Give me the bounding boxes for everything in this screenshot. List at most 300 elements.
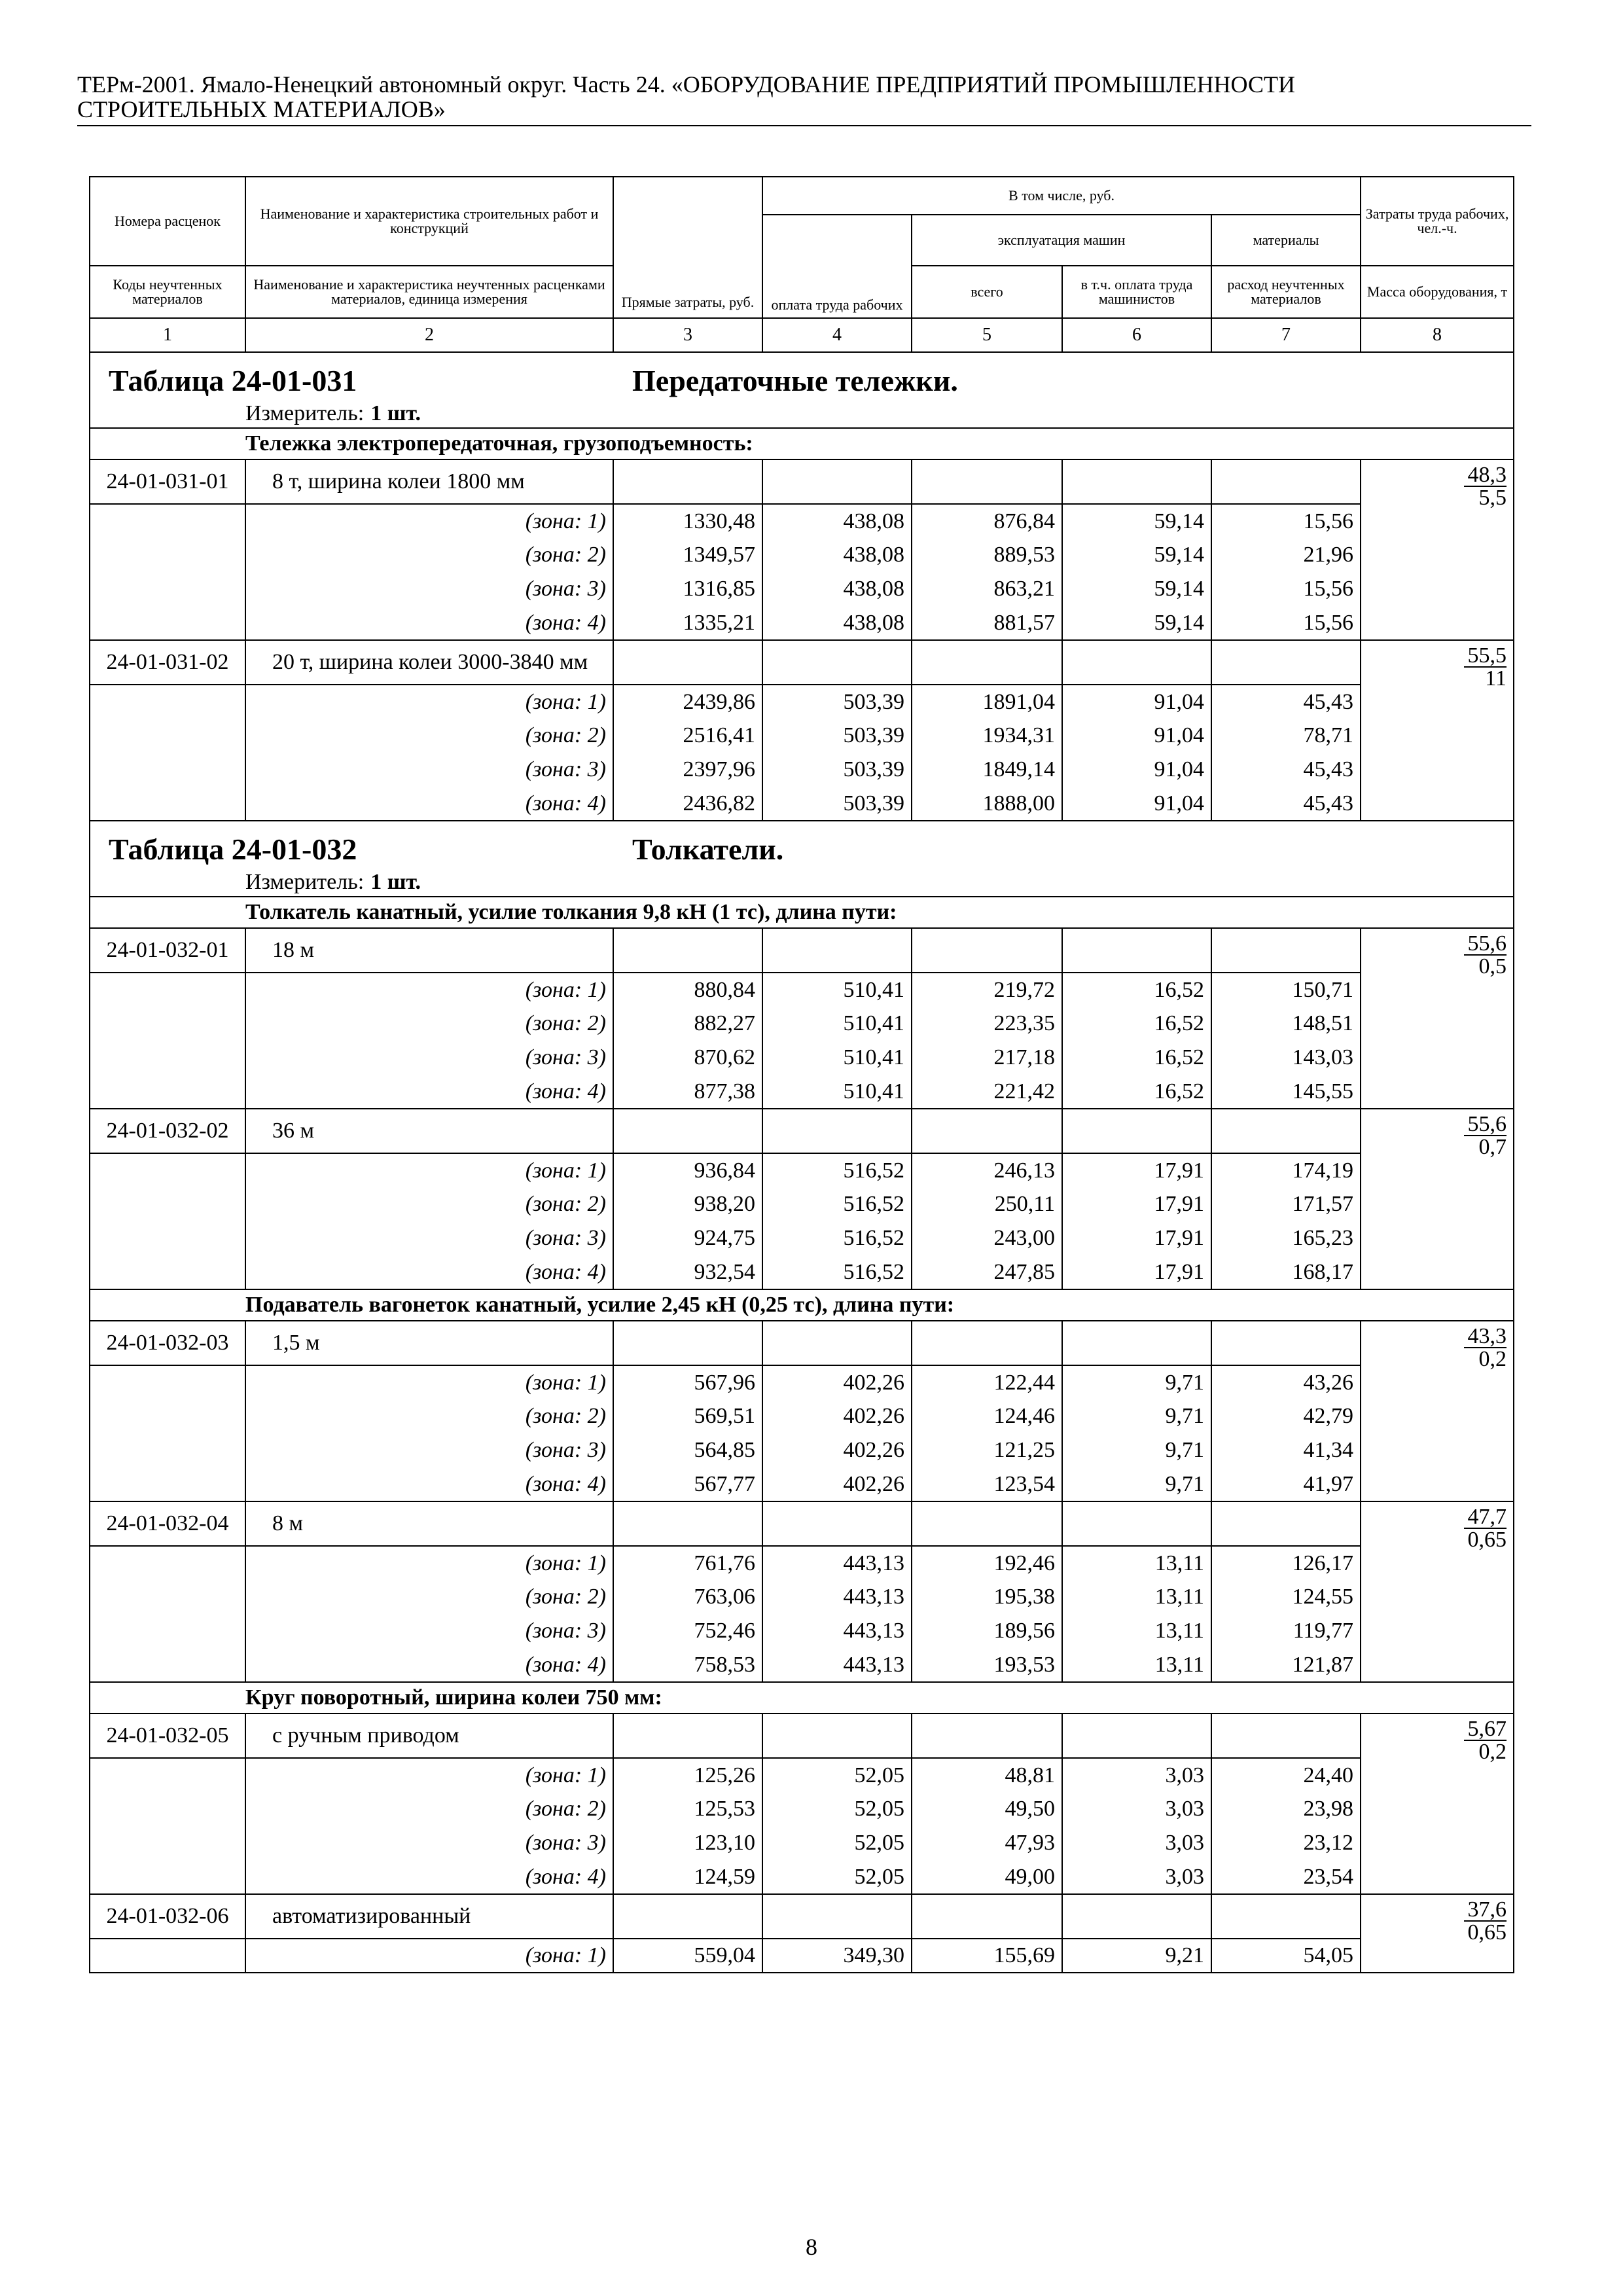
zone-row — [90, 1007, 1514, 1041]
empty-cell — [90, 1433, 245, 1467]
group-heading: Тележка электропередаточная, грузоподъемность: — [90, 428, 1514, 459]
empty-cell — [1211, 1713, 1361, 1758]
worker-wage: 438,08 — [762, 504, 912, 538]
zone-row — [90, 1758, 1514, 1792]
machinist-wage: 17,91 — [1062, 1153, 1211, 1187]
machine-cost: 1891,04 — [912, 685, 1062, 719]
machine-cost: 247,85 — [912, 1255, 1062, 1289]
zone-label: (зона: 4) — [245, 1648, 613, 1682]
zone-label: (зона: 1) — [245, 973, 613, 1007]
machinist-wage: 3,03 — [1062, 1860, 1211, 1894]
labor-mass-fraction — [1361, 640, 1514, 821]
empty-cell — [1062, 928, 1211, 973]
empty-cell — [762, 1713, 912, 1758]
empty-cell — [912, 928, 1062, 973]
labor-mass-fraction — [1361, 1109, 1514, 1289]
labor-mass-fraction — [1361, 459, 1514, 640]
empty-cell — [90, 538, 245, 572]
empty-cell — [90, 1255, 245, 1289]
machinist-wage: 16,52 — [1062, 1007, 1211, 1041]
direct-cost: 1330,48 — [613, 504, 762, 538]
empty-cell — [90, 1648, 245, 1682]
machine-cost: 217,18 — [912, 1041, 1062, 1075]
zone-row — [90, 1648, 1514, 1682]
zone-row — [90, 1580, 1514, 1614]
zone-label: (зона: 1) — [245, 1546, 613, 1580]
direct-cost: 870,62 — [613, 1041, 762, 1075]
worker-wage: 516,52 — [762, 1221, 912, 1255]
empty-cell — [90, 504, 245, 538]
machine-cost: 192,46 — [912, 1546, 1062, 1580]
zone-label: (зона: 1) — [245, 1365, 613, 1399]
empty-cell — [1062, 1501, 1211, 1546]
machinist-wage: 59,14 — [1062, 504, 1211, 538]
machine-cost: 49,50 — [912, 1792, 1062, 1826]
zone-label: (зона: 4) — [245, 606, 613, 640]
zone-label: (зона: 4) — [245, 1075, 613, 1109]
labor-mass-fraction — [1361, 1321, 1514, 1501]
machinist-wage: 9,71 — [1062, 1399, 1211, 1433]
empty-cell — [912, 1109, 1062, 1153]
empty-cell — [1211, 1501, 1361, 1546]
direct-cost: 1349,57 — [613, 538, 762, 572]
empty-cell — [90, 1614, 245, 1648]
table-title: Таблица 24-01-032 — [109, 833, 357, 866]
page-number: 8 — [806, 2234, 817, 2260]
zone-row — [90, 572, 1514, 606]
worker-wage: 510,41 — [762, 1041, 912, 1075]
zone-row — [90, 1255, 1514, 1289]
empty-cell — [762, 1321, 912, 1365]
empty-cell — [613, 1321, 762, 1365]
machinist-wage: 13,11 — [1062, 1580, 1211, 1614]
zone-row — [90, 1365, 1514, 1399]
empty-cell — [90, 1826, 245, 1860]
empty-cell — [90, 1467, 245, 1501]
colnum: 4 — [762, 318, 912, 352]
labor-value: 47,7 — [1464, 1506, 1507, 1529]
worker-wage: 402,26 — [762, 1365, 912, 1399]
zone-row — [90, 1546, 1514, 1580]
machinist-wage: 17,91 — [1062, 1187, 1211, 1221]
fraction — [1368, 1113, 1507, 1158]
zone-label: (зона: 4) — [245, 1860, 613, 1894]
mass-value: 0,5 — [1478, 954, 1507, 978]
empty-cell — [613, 1713, 762, 1758]
labor-value: 5,67 — [1464, 1718, 1507, 1741]
materials-cost: 174,19 — [1211, 1153, 1361, 1187]
rate-code: 24-01-032-02 — [90, 1109, 245, 1153]
empty-cell — [90, 1758, 245, 1792]
labor-value: 43,3 — [1464, 1325, 1507, 1348]
worker-wage: 503,39 — [762, 685, 912, 719]
item-row — [90, 640, 1514, 685]
empty-cell — [1062, 1321, 1211, 1365]
worker-wage: 503,39 — [762, 787, 912, 821]
worker-wage: 443,13 — [762, 1614, 912, 1648]
materials-cost: 45,43 — [1211, 685, 1361, 719]
empty-cell — [1062, 1894, 1211, 1939]
item-row — [90, 928, 1514, 973]
direct-cost: 2439,86 — [613, 685, 762, 719]
labor-value: 48,3 — [1464, 464, 1507, 487]
worker-wage: 52,05 — [762, 1792, 912, 1826]
group-heading: Круг поворотный, ширина колеи 750 мм: — [90, 1682, 1514, 1713]
materials-cost: 41,34 — [1211, 1433, 1361, 1467]
measure-cell — [90, 868, 1514, 897]
machinist-wage: 16,52 — [1062, 973, 1211, 1007]
machine-cost: 881,57 — [912, 606, 1062, 640]
worker-wage: 438,08 — [762, 606, 912, 640]
materials-cost: 168,17 — [1211, 1255, 1361, 1289]
empty-cell — [762, 1894, 912, 1939]
mass-value: 0,65 — [1467, 1920, 1507, 1945]
direct-cost: 763,06 — [613, 1580, 762, 1614]
empty-cell — [90, 1153, 245, 1187]
mass-value: 0,2 — [1478, 1347, 1507, 1371]
empty-cell — [90, 753, 245, 787]
table-body — [90, 177, 1514, 1973]
empty-cell — [1211, 1109, 1361, 1153]
empty-cell — [90, 973, 245, 1007]
machine-cost: 889,53 — [912, 538, 1062, 572]
machine-cost: 250,11 — [912, 1187, 1062, 1221]
machinist-wage: 3,03 — [1062, 1826, 1211, 1860]
materials-cost: 150,71 — [1211, 973, 1361, 1007]
table-name: Передаточные тележки. — [632, 364, 958, 397]
zone-row — [90, 1826, 1514, 1860]
item-name: 8 т, ширина колеи 1800 мм — [245, 459, 613, 504]
empty-cell — [90, 1792, 245, 1826]
zone-label: (зона: 4) — [245, 787, 613, 821]
materials-cost: 21,96 — [1211, 538, 1361, 572]
worker-wage: 52,05 — [762, 1826, 912, 1860]
worker-wage: 52,05 — [762, 1758, 912, 1792]
zone-label: (зона: 2) — [245, 1187, 613, 1221]
worker-wage: 443,13 — [762, 1580, 912, 1614]
zone-row — [90, 719, 1514, 753]
direct-cost: 124,59 — [613, 1860, 762, 1894]
materials-cost: 42,79 — [1211, 1399, 1361, 1433]
item-name: с ручным приводом — [245, 1713, 613, 1758]
empty-cell — [90, 1221, 245, 1255]
empty-cell — [762, 928, 912, 973]
zone-label: (зона: 2) — [245, 719, 613, 753]
machine-cost: 193,53 — [912, 1648, 1062, 1682]
colhead-mwage: в т.ч. оплата труда машинистов — [1062, 266, 1211, 318]
machinist-wage: 3,03 — [1062, 1758, 1211, 1792]
machine-cost: 1934,31 — [912, 719, 1062, 753]
running-header — [77, 72, 1531, 122]
measure-label: Измеритель: — [245, 869, 365, 894]
labor-mass-fraction — [1361, 928, 1514, 1109]
zone-label: (зона: 3) — [245, 1433, 613, 1467]
colnum: 6 — [1062, 318, 1211, 352]
zone-label: (зона: 3) — [245, 1826, 613, 1860]
direct-cost: 569,51 — [613, 1399, 762, 1433]
zone-label: (зона: 3) — [245, 1614, 613, 1648]
empty-cell — [1211, 1321, 1361, 1365]
direct-cost: 123,10 — [613, 1826, 762, 1860]
empty-cell — [1062, 1109, 1211, 1153]
zone-row — [90, 787, 1514, 821]
worker-wage: 402,26 — [762, 1399, 912, 1433]
item-name: 36 м — [245, 1109, 613, 1153]
zone-label: (зона: 3) — [245, 1041, 613, 1075]
empty-cell — [912, 640, 1062, 685]
machinist-wage: 3,03 — [1062, 1792, 1211, 1826]
colnum: 5 — [912, 318, 1062, 352]
fraction — [1368, 645, 1507, 689]
worker-wage: 443,13 — [762, 1546, 912, 1580]
machine-cost: 122,44 — [912, 1365, 1062, 1399]
header-line-2: СТРОИТЕЛЬНЫХ МАТЕРИАЛОВ» — [77, 96, 446, 122]
machine-cost: 123,54 — [912, 1467, 1062, 1501]
zone-row — [90, 504, 1514, 538]
worker-wage: 516,52 — [762, 1153, 912, 1187]
materials-cost: 23,54 — [1211, 1860, 1361, 1894]
zone-label: (зона: 3) — [245, 753, 613, 787]
materials-cost: 15,56 — [1211, 504, 1361, 538]
zone-row — [90, 1860, 1514, 1894]
fraction — [1368, 464, 1507, 509]
empty-cell — [1062, 1713, 1211, 1758]
worker-wage: 503,39 — [762, 753, 912, 787]
colhead-consumption: расход неучтенных материалов — [1211, 266, 1361, 318]
table-title-row — [90, 352, 1514, 399]
item-row — [90, 1894, 1514, 1939]
materials-cost: 78,71 — [1211, 719, 1361, 753]
machinist-wage: 59,14 — [1062, 606, 1211, 640]
empty-cell — [90, 1187, 245, 1221]
measure-value: 1 шт. — [370, 869, 421, 894]
fraction — [1368, 1899, 1507, 1943]
header-line-1: ТЕРм-2001. Ямало-Ненецкий автономный округ. Часть 24. «ОБОРУДОВАНИЕ ПРЕДПРИЯТИЙ ПРОМЫШЛЕННОСТИ — [77, 71, 1295, 98]
machine-cost: 49,00 — [912, 1860, 1062, 1894]
zone-row — [90, 1614, 1514, 1648]
empty-cell — [613, 1894, 762, 1939]
measure-cell — [90, 399, 1514, 428]
empty-cell — [90, 1399, 245, 1433]
table-title-cell — [90, 352, 1514, 399]
materials-cost: 121,87 — [1211, 1648, 1361, 1682]
worker-wage: 438,08 — [762, 538, 912, 572]
direct-cost: 761,76 — [613, 1546, 762, 1580]
rates-table — [89, 176, 1514, 1973]
direct-cost: 2516,41 — [613, 719, 762, 753]
zone-row — [90, 1187, 1514, 1221]
zone-row — [90, 1433, 1514, 1467]
rate-code: 24-01-032-06 — [90, 1894, 245, 1939]
machinist-wage: 91,04 — [1062, 787, 1211, 821]
materials-cost: 15,56 — [1211, 572, 1361, 606]
colhead-name-mat: Наименование и характеристика неучтенных расценками материалов, единица измерения — [245, 266, 613, 318]
direct-cost: 2397,96 — [613, 753, 762, 787]
table-name: Толкатели. — [632, 833, 784, 866]
materials-cost: 23,12 — [1211, 1826, 1361, 1860]
materials-cost: 41,97 — [1211, 1467, 1361, 1501]
materials-cost: 126,17 — [1211, 1546, 1361, 1580]
zone-row — [90, 1075, 1514, 1109]
empty-cell — [1211, 1894, 1361, 1939]
zone-label: (зона: 1) — [245, 1758, 613, 1792]
materials-cost: 165,23 — [1211, 1221, 1361, 1255]
fraction — [1368, 1506, 1507, 1551]
table-title-cell — [90, 821, 1514, 868]
machine-cost: 246,13 — [912, 1153, 1062, 1187]
machinist-wage: 13,11 — [1062, 1648, 1211, 1682]
rate-code: 24-01-031-01 — [90, 459, 245, 504]
machinist-wage: 9,71 — [1062, 1365, 1211, 1399]
machinist-wage: 13,11 — [1062, 1614, 1211, 1648]
labor-mass-fraction — [1361, 1894, 1514, 1973]
zone-row — [90, 606, 1514, 640]
empty-cell — [613, 640, 762, 685]
empty-cell — [613, 1109, 762, 1153]
direct-cost: 125,26 — [613, 1758, 762, 1792]
direct-cost: 2436,82 — [613, 787, 762, 821]
zone-row — [90, 1467, 1514, 1501]
item-row — [90, 1501, 1514, 1546]
colhead-labor: Затраты труда рабочих, чел.-ч. — [1361, 177, 1514, 266]
direct-cost: 880,84 — [613, 973, 762, 1007]
materials-cost: 143,03 — [1211, 1041, 1361, 1075]
machinist-wage: 9,21 — [1062, 1939, 1211, 1973]
direct-cost: 936,84 — [613, 1153, 762, 1187]
table-title: Таблица 24-01-031 — [109, 364, 357, 397]
item-name: автоматизированный — [245, 1894, 613, 1939]
empty-cell — [613, 459, 762, 504]
materials-cost: 124,55 — [1211, 1580, 1361, 1614]
direct-cost: 758,53 — [613, 1648, 762, 1682]
empty-cell — [90, 1939, 245, 1973]
machinist-wage: 59,14 — [1062, 572, 1211, 606]
item-name: 18 м — [245, 928, 613, 973]
materials-cost: 15,56 — [1211, 606, 1361, 640]
group-heading: Толкатель канатный, усилие толкания 9,8 кН (1 тс), длина пути: — [90, 897, 1514, 928]
machine-cost: 1849,14 — [912, 753, 1062, 787]
item-name: 20 т, ширина колеи 3000-3840 мм — [245, 640, 613, 685]
item-row — [90, 459, 1514, 504]
machinist-wage: 16,52 — [1062, 1041, 1211, 1075]
colhead-name-work: Наименование и характеристика строительных работ и конструкций — [245, 177, 613, 266]
zone-row — [90, 538, 1514, 572]
group-row — [90, 1682, 1514, 1713]
machine-cost: 189,56 — [912, 1614, 1062, 1648]
empty-cell — [90, 1041, 245, 1075]
empty-cell — [90, 606, 245, 640]
zone-row — [90, 1153, 1514, 1187]
direct-cost: 752,46 — [613, 1614, 762, 1648]
empty-cell — [90, 1075, 245, 1109]
machinist-wage: 16,52 — [1062, 1075, 1211, 1109]
machine-cost: 221,42 — [912, 1075, 1062, 1109]
direct-cost: 567,96 — [613, 1365, 762, 1399]
worker-wage: 510,41 — [762, 1007, 912, 1041]
machine-cost: 47,93 — [912, 1826, 1062, 1860]
zone-label: (зона: 1) — [245, 685, 613, 719]
colhead-mass: Масса оборудования, т — [1361, 266, 1514, 318]
empty-cell — [1062, 640, 1211, 685]
materials-cost: 43,26 — [1211, 1365, 1361, 1399]
empty-cell — [90, 1580, 245, 1614]
colhead-total: всего — [912, 266, 1062, 318]
direct-cost: 559,04 — [613, 1939, 762, 1973]
colhead-codes: Коды неучтенных материалов — [90, 266, 245, 318]
empty-cell — [1211, 928, 1361, 973]
direct-cost: 924,75 — [613, 1221, 762, 1255]
empty-cell — [762, 640, 912, 685]
empty-cell — [1211, 640, 1361, 685]
machine-cost: 121,25 — [912, 1433, 1062, 1467]
materials-cost: 54,05 — [1211, 1939, 1361, 1973]
zone-row — [90, 1792, 1514, 1826]
machine-cost: 876,84 — [912, 504, 1062, 538]
machinist-wage: 9,71 — [1062, 1467, 1211, 1501]
zone-row — [90, 1399, 1514, 1433]
zone-label: (зона: 4) — [245, 1467, 613, 1501]
colhead-wage: оплата труда рабочих — [762, 215, 912, 318]
empty-cell — [90, 719, 245, 753]
table-title-row — [90, 821, 1514, 868]
measure-label: Измеритель: — [245, 401, 365, 425]
colhead-materials: материалы — [1211, 215, 1361, 266]
worker-wage: 510,41 — [762, 973, 912, 1007]
colhead-machines: эксплуатация машин — [912, 215, 1211, 266]
labor-value: 55,5 — [1464, 645, 1507, 668]
worker-wage: 443,13 — [762, 1648, 912, 1682]
direct-cost: 938,20 — [613, 1187, 762, 1221]
labor-value: 55,6 — [1464, 933, 1507, 956]
materials-cost: 23,98 — [1211, 1792, 1361, 1826]
fraction — [1368, 933, 1507, 977]
colhead-incl: В том числе, руб. — [762, 177, 1361, 215]
empty-cell — [912, 1894, 1062, 1939]
machinist-wage: 91,04 — [1062, 719, 1211, 753]
empty-cell — [90, 1007, 245, 1041]
direct-cost: 932,54 — [613, 1255, 762, 1289]
labor-mass-fraction — [1361, 1713, 1514, 1894]
header-rule — [77, 125, 1531, 126]
materials-cost: 148,51 — [1211, 1007, 1361, 1041]
zone-row — [90, 1939, 1514, 1973]
zone-row — [90, 753, 1514, 787]
item-row — [90, 1109, 1514, 1153]
worker-wage: 402,26 — [762, 1467, 912, 1501]
machine-cost: 1888,00 — [912, 787, 1062, 821]
empty-cell — [1062, 459, 1211, 504]
materials-cost: 171,57 — [1211, 1187, 1361, 1221]
machinist-wage: 17,91 — [1062, 1221, 1211, 1255]
machine-cost: 863,21 — [912, 572, 1062, 606]
zone-label: (зона: 1) — [245, 1939, 613, 1973]
mass-value: 5,5 — [1478, 486, 1507, 510]
direct-cost: 1335,21 — [613, 606, 762, 640]
rate-code: 24-01-032-05 — [90, 1713, 245, 1758]
direct-cost: 1316,85 — [613, 572, 762, 606]
colnum: 2 — [245, 318, 613, 352]
zone-row — [90, 1041, 1514, 1075]
machine-cost: 223,35 — [912, 1007, 1062, 1041]
mass-value: 0,7 — [1478, 1135, 1507, 1159]
measure-row — [90, 868, 1514, 897]
fraction — [1368, 1718, 1507, 1763]
machine-cost: 48,81 — [912, 1758, 1062, 1792]
worker-wage: 438,08 — [762, 572, 912, 606]
direct-cost: 567,77 — [613, 1467, 762, 1501]
colnum: 3 — [613, 318, 762, 352]
worker-wage: 52,05 — [762, 1860, 912, 1894]
